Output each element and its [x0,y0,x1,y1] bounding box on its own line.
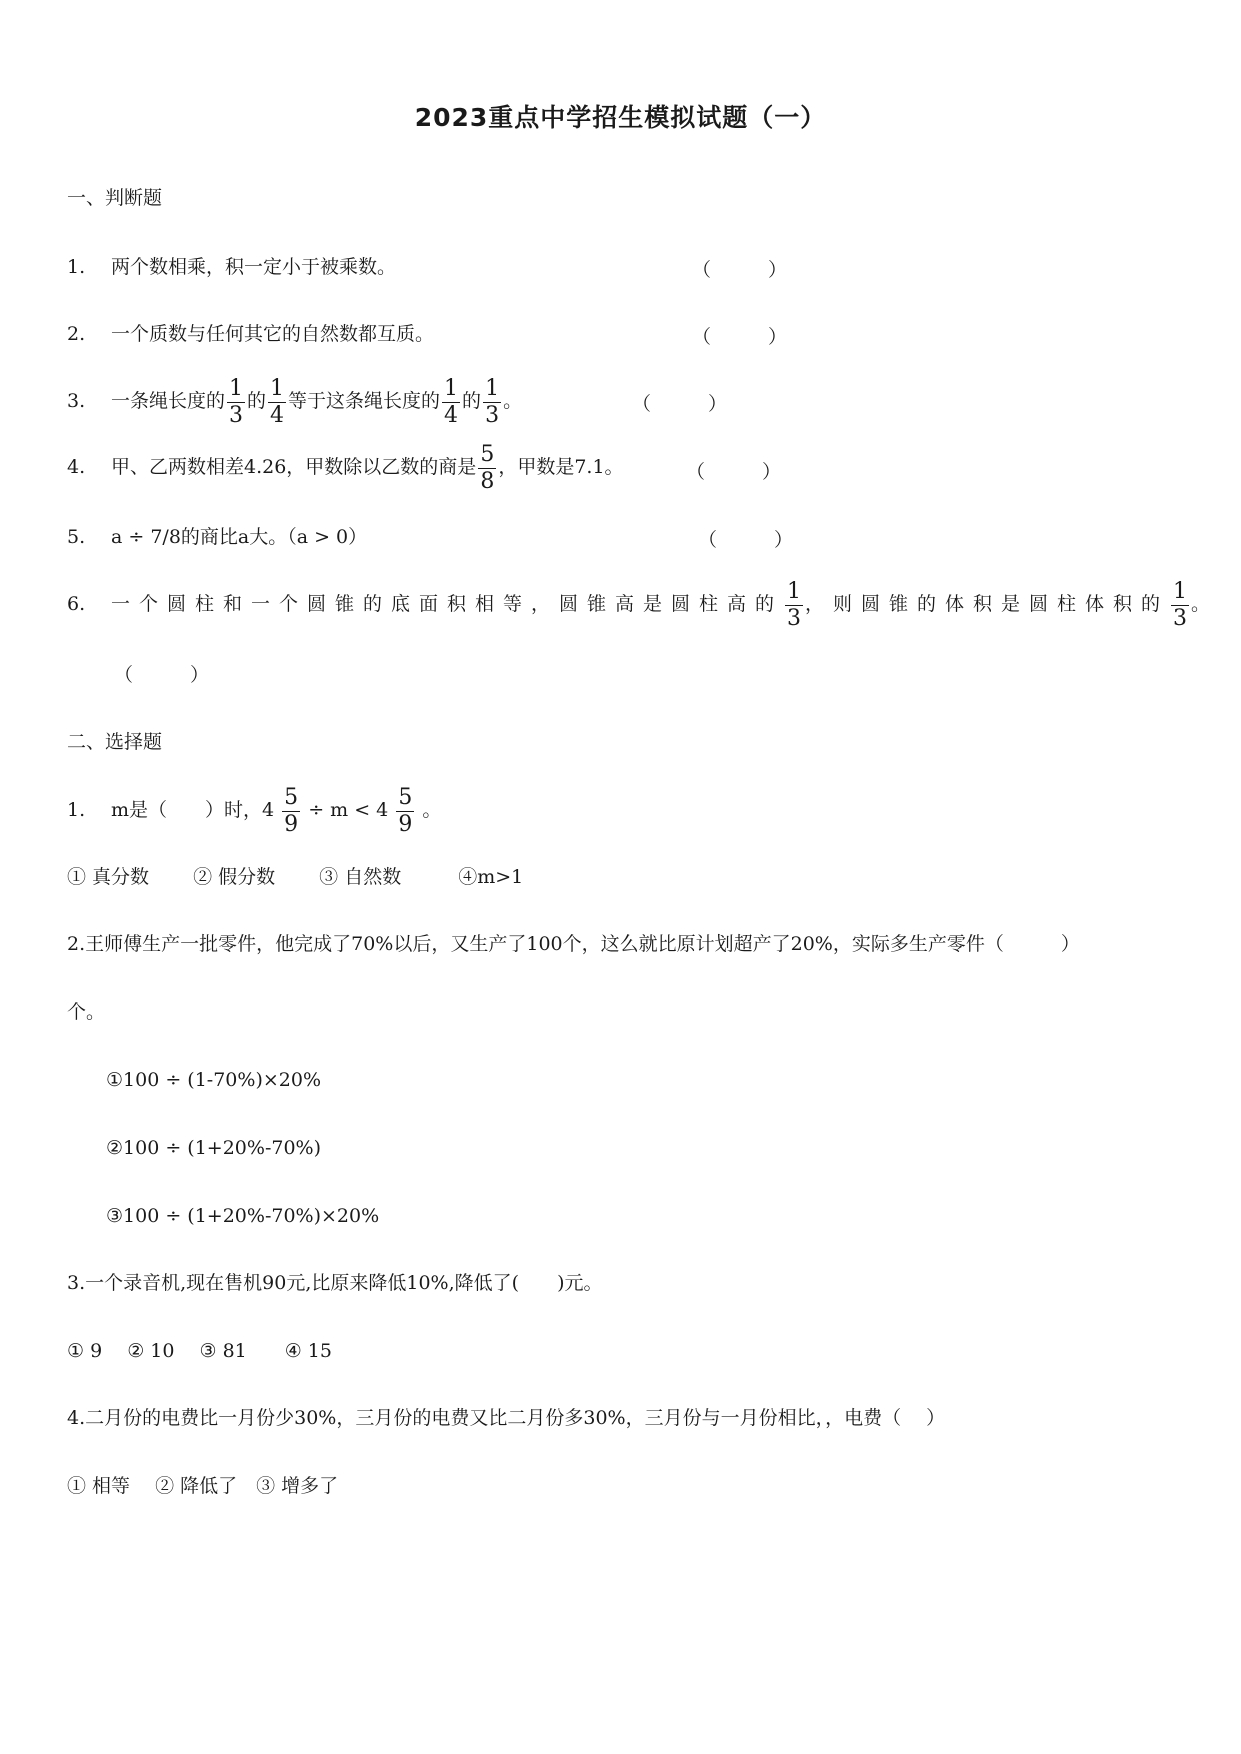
option-2-2-a: ①100 ÷ (1-70%)×20% [106,1069,322,1091]
question-text: ，甲数是7.1。 [498,456,624,478]
question-number: 1. [67,256,86,278]
section-heading-choice: 二、选择题 [67,731,163,753]
question-1-6 [67,578,1210,632]
question-text: 甲、乙两数相差4.26，甲数除以乙数的商是 [111,456,477,478]
fraction [478,442,496,495]
fraction [396,785,414,838]
question-number: 5. [67,526,86,548]
question-2-2: 2.王师傅生产一批零件，他完成了70%以后，又生产了100个，这么就比原计划超产了20%，实际多生产零件（ ） [67,933,1080,955]
answer-blank[interactable]: （ ） [686,461,782,483]
options-2-3: ① 9 ② 10 ③ 81 ④ 15 [67,1340,332,1362]
question-text: 的 [247,390,267,412]
page-title: 2023重点中学招生模拟试题（一） [414,103,827,132]
question-text: 一条绳长度的 [111,390,226,412]
question-number: 3. [67,390,86,412]
question-text: m是（ ）时，4 [111,799,275,821]
numerator: 1 [787,578,802,604]
options-2-4: ① 相等 ② 降低了 ③ 增多了 [67,1475,339,1497]
denominator: 9 [284,811,299,837]
option-2-2-c: ③100 ÷ (1+20%-70%)×20% [106,1205,380,1227]
question-number: 4. [67,456,86,478]
denominator: 9 [398,811,413,837]
numerator: 1 [1173,578,1188,604]
denominator: 4 [270,402,285,428]
fraction [282,785,300,838]
numerator: 1 [485,375,500,401]
question-text: ÷ m < 4 [308,799,389,821]
numerator: 1 [270,375,285,401]
question-text: ，则圆锥的体积是圆柱体积的 [805,593,1170,615]
answer-blank[interactable]: （ ） [114,664,210,686]
question-1-4 [67,441,624,495]
question-text: 一个质数与任何其它的自然数都互质。 [111,323,435,345]
question-text: 的 [462,390,482,412]
question-number: 2. [67,323,86,345]
fraction [442,376,460,429]
question-number: 6. [67,593,86,615]
question-2-4: 4.二月份的电费比一月份少30%，三月份的电费又比二月份多30%，三月份与一月份相比，，电费（ ） [67,1407,946,1429]
options-2-1: ① 真分数 ② 假分数 ③ 自然数 ④m>1 [67,866,524,888]
option-2-2-b: ②100 ÷ (1+20%-70%) [106,1137,322,1159]
fraction [227,376,245,429]
question-text: 。 [503,390,523,412]
numerator: 5 [398,784,413,810]
question-1-1 [67,255,396,279]
numerator: 5 [284,784,299,810]
question-2-3: 3.一个录音机,现在售机90元,比原来降低10%,降低了( )元。 [67,1272,603,1294]
fraction [785,579,803,632]
denominator: 8 [480,468,495,494]
answer-blank[interactable]: （ ） [692,259,788,281]
question-1-5 [67,525,367,549]
fraction [483,376,501,429]
question-2-2-cont: 个。 [67,1001,106,1023]
denominator: 3 [229,402,244,428]
question-text: 一个圆柱和一个圆锥的底面积相等，圆锥高是圆柱高的 [111,593,784,615]
question-text: a ÷ 7/8的商比a大。（a > 0） [111,526,368,548]
fraction [268,376,286,429]
question-number: 1. [67,799,86,821]
question-1-3 [67,375,522,429]
denominator: 3 [1173,605,1188,631]
question-text: 。 [1191,593,1211,615]
question-text: 等于这条绳长度的 [288,390,441,412]
section-heading-judgement: 一、判断题 [67,187,163,209]
answer-blank[interactable]: （ ） [632,393,728,415]
numerator: 5 [480,441,495,467]
denominator: 3 [787,605,802,631]
denominator: 3 [485,402,500,428]
question-text: 两个数相乘，积一定小于被乘数。 [111,256,397,278]
question-text: 。 [422,799,442,821]
question-2-1 [67,784,441,838]
numerator: 1 [229,375,244,401]
answer-blank[interactable]: （ ） [698,529,794,551]
numerator: 1 [444,375,459,401]
question-1-2 [67,322,434,346]
answer-blank[interactable]: （ ） [692,326,788,348]
denominator: 4 [444,402,459,428]
fraction [1171,579,1189,632]
